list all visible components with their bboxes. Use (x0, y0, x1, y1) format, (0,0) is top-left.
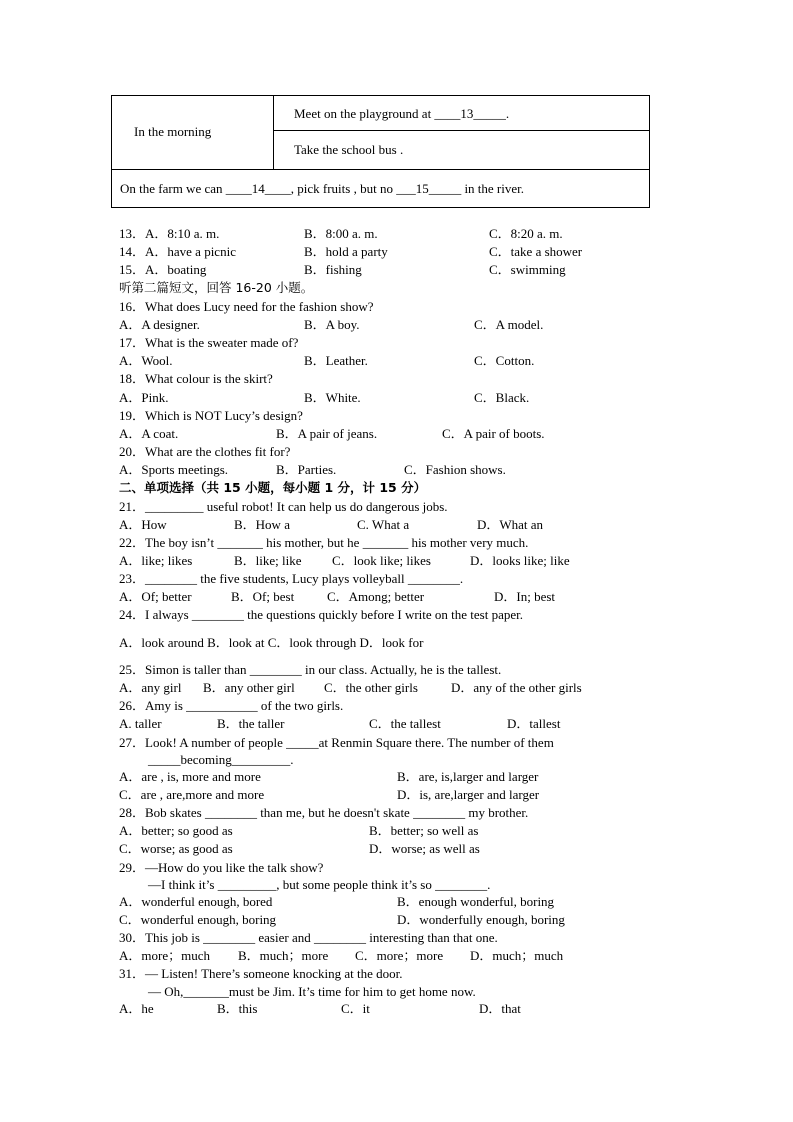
q25-option-b: B．any other girl (203, 680, 295, 695)
q22-option-c: C．look like; likes (332, 553, 431, 568)
q28-option-c: C．worse; as good as (119, 841, 233, 856)
q26-question: 26．Amy is ___________ of the two girls. (119, 698, 344, 713)
q21-option-c: C. What a (357, 517, 410, 532)
q29-option-a: A．wonderful enough, bored (119, 894, 273, 909)
q30-option-b: B．much；more (238, 948, 329, 963)
q27-option-a: A．are , is, more and more (119, 769, 261, 784)
q29-option-c: C．wonderful enough, boring (119, 912, 277, 927)
q18-option-a: A．Pink. (119, 390, 169, 405)
q24-question: 24．I always ________ the questions quickly before I write on the test paper. (119, 607, 523, 622)
q19-option-b: B．A pair of jeans. (276, 426, 378, 441)
q31-question: 31．— Listen! There’s someone knocking at the door. (119, 966, 403, 981)
q14-option-a: 14．A．have a picnic (119, 244, 236, 259)
q25-question: 25．Simon is taller than ________ in our class. Actually, he is the tallest. (119, 662, 502, 677)
q28-question: 28．Bob skates ________ than me, but he doesn't skate ________ my brother. (119, 805, 529, 820)
q15-option-b: B．fishing (304, 262, 362, 277)
q22-option-a: A．like; likes (119, 553, 193, 568)
q21-option-d: D．What an (477, 517, 544, 532)
q31-option-b: B．this (217, 1001, 258, 1016)
q13-option-c: C．8:20 a. m. (489, 226, 563, 241)
q31-option-a: A．he (119, 1001, 154, 1016)
q20-option-a: A．Sports meetings. (119, 462, 229, 477)
q28-option-d: D．worse; as well as (369, 841, 480, 856)
q18-question: 18．What colour is the skirt? (119, 371, 273, 386)
q30-option-d: D．much；much (470, 948, 564, 963)
q26-option-a: A. taller (119, 716, 162, 731)
q26-option-b: B．the taller (217, 716, 285, 731)
q13-option-a: 13．A．8:10 a. m. (119, 226, 220, 241)
q30-question: 30．This job is ________ easier and ________ interesting than that one. (119, 930, 498, 945)
q27-question: 27．Look! A number of people _____at Renmin Square there. The number of them (119, 735, 554, 750)
q16-question: 16．What does Lucy need for the fashion show? (119, 299, 374, 314)
q29-question: 29．—How do you like the talk show? (119, 860, 324, 875)
q17-option-c: C．Cotton. (474, 353, 535, 368)
q27-question-cont: _____becoming_________. (148, 752, 294, 767)
q24-options: A．look around B．look at C．look through D．look for (119, 635, 424, 650)
q14-option-b: B．hold a party (304, 244, 388, 259)
q29-question-cont: —I think it’s _________, but some people think it’s so ________. (148, 877, 491, 892)
section-heading: 二、单项选择（共 15 小题，每小题 1 分，计 15 分） (119, 480, 427, 495)
q23-option-b: B．Of; best (231, 589, 295, 604)
q23-question: 23．________ the five students, Lucy plays volleyball ________. (119, 571, 464, 586)
q18-option-b: B．White. (304, 390, 361, 405)
q26-option-c: C．the tallest (369, 716, 441, 731)
table-divider (273, 96, 274, 169)
table-cell-morning: In the morning (134, 124, 212, 139)
table-cell-bus: Take the school bus . (294, 142, 404, 157)
q22-option-d: D．looks like; like (470, 553, 570, 568)
q30-option-c: C．more；more (355, 948, 444, 963)
q27-option-b: B．are, is,larger and larger (397, 769, 539, 784)
schedule-table (111, 95, 650, 208)
section-listening-2: 听第二篇短文，回答 16-20 小题。 (119, 280, 314, 295)
q26-option-d: D．tallest (507, 716, 561, 731)
q31-option-d: D．that (479, 1001, 521, 1016)
q28-option-a: A．better; so good as (119, 823, 233, 838)
q17-option-a: A．Wool. (119, 353, 173, 368)
q19-question: 19．Which is NOT Lucy’s design? (119, 408, 303, 423)
q15-option-a: 15．A．boating (119, 262, 207, 277)
q20-option-b: B．Parties. (276, 462, 337, 477)
q19-option-a: A．A coat. (119, 426, 179, 441)
q23-option-c: C．Among; better (327, 589, 425, 604)
q30-option-a: A．more；much (119, 948, 210, 963)
q23-option-a: A．Of; better (119, 589, 192, 604)
q25-option-d: D．any of the other girls (451, 680, 582, 695)
q15-option-c: C．swimming (489, 262, 566, 277)
q16-option-c: C．A model. (474, 317, 544, 332)
q25-option-c: C．the other girls (324, 680, 418, 695)
q16-option-a: A．A designer. (119, 317, 200, 332)
q29-option-d: D．wonderfully enough, boring (397, 912, 565, 927)
q13-option-b: B．8:00 a. m. (304, 226, 378, 241)
q21-question: 21．_________ useful robot! It can help us do dangerous jobs. (119, 499, 448, 514)
q31-option-c: C．it (341, 1001, 370, 1016)
q28-option-b: B．better; so well as (369, 823, 479, 838)
q14-option-c: C．take a shower (489, 244, 583, 259)
q22-option-b: B．like; like (234, 553, 302, 568)
q31-question-cont: — Oh,_______must be Jim. It’s time for him to get home now. (148, 984, 476, 999)
q20-option-c: C．Fashion shows. (404, 462, 506, 477)
q21-option-b: B．How a (234, 517, 290, 532)
q29-option-b: B．enough wonderful, boring (397, 894, 555, 909)
q23-option-d: D．In; best (494, 589, 556, 604)
q20-question: 20．What are the clothes fit for? (119, 444, 291, 459)
q27-option-d: D．is, are,larger and larger (397, 787, 540, 802)
q18-option-c: C．Black. (474, 390, 530, 405)
q17-option-b: B．Leather. (304, 353, 368, 368)
table-cell-farm: On the farm we can ____14____, pick fruits , but no ___15_____ in the river. (120, 181, 525, 196)
q27-option-c: C．are , are,more and more (119, 787, 265, 802)
q17-question: 17．What is the sweater made of? (119, 335, 299, 350)
q21-option-a: A．How (119, 517, 167, 532)
table-divider (273, 130, 649, 131)
q25-option-a: A．any girl (119, 680, 182, 695)
q22-question: 22．The boy isn’t _______ his mother, but he _______ his mother very much. (119, 535, 529, 550)
table-cell-meet: Meet on the playground at ____13_____. (294, 106, 510, 121)
q19-option-c: C．A pair of boots. (442, 426, 545, 441)
table-divider (112, 169, 649, 170)
q16-option-b: B．A boy. (304, 317, 360, 332)
